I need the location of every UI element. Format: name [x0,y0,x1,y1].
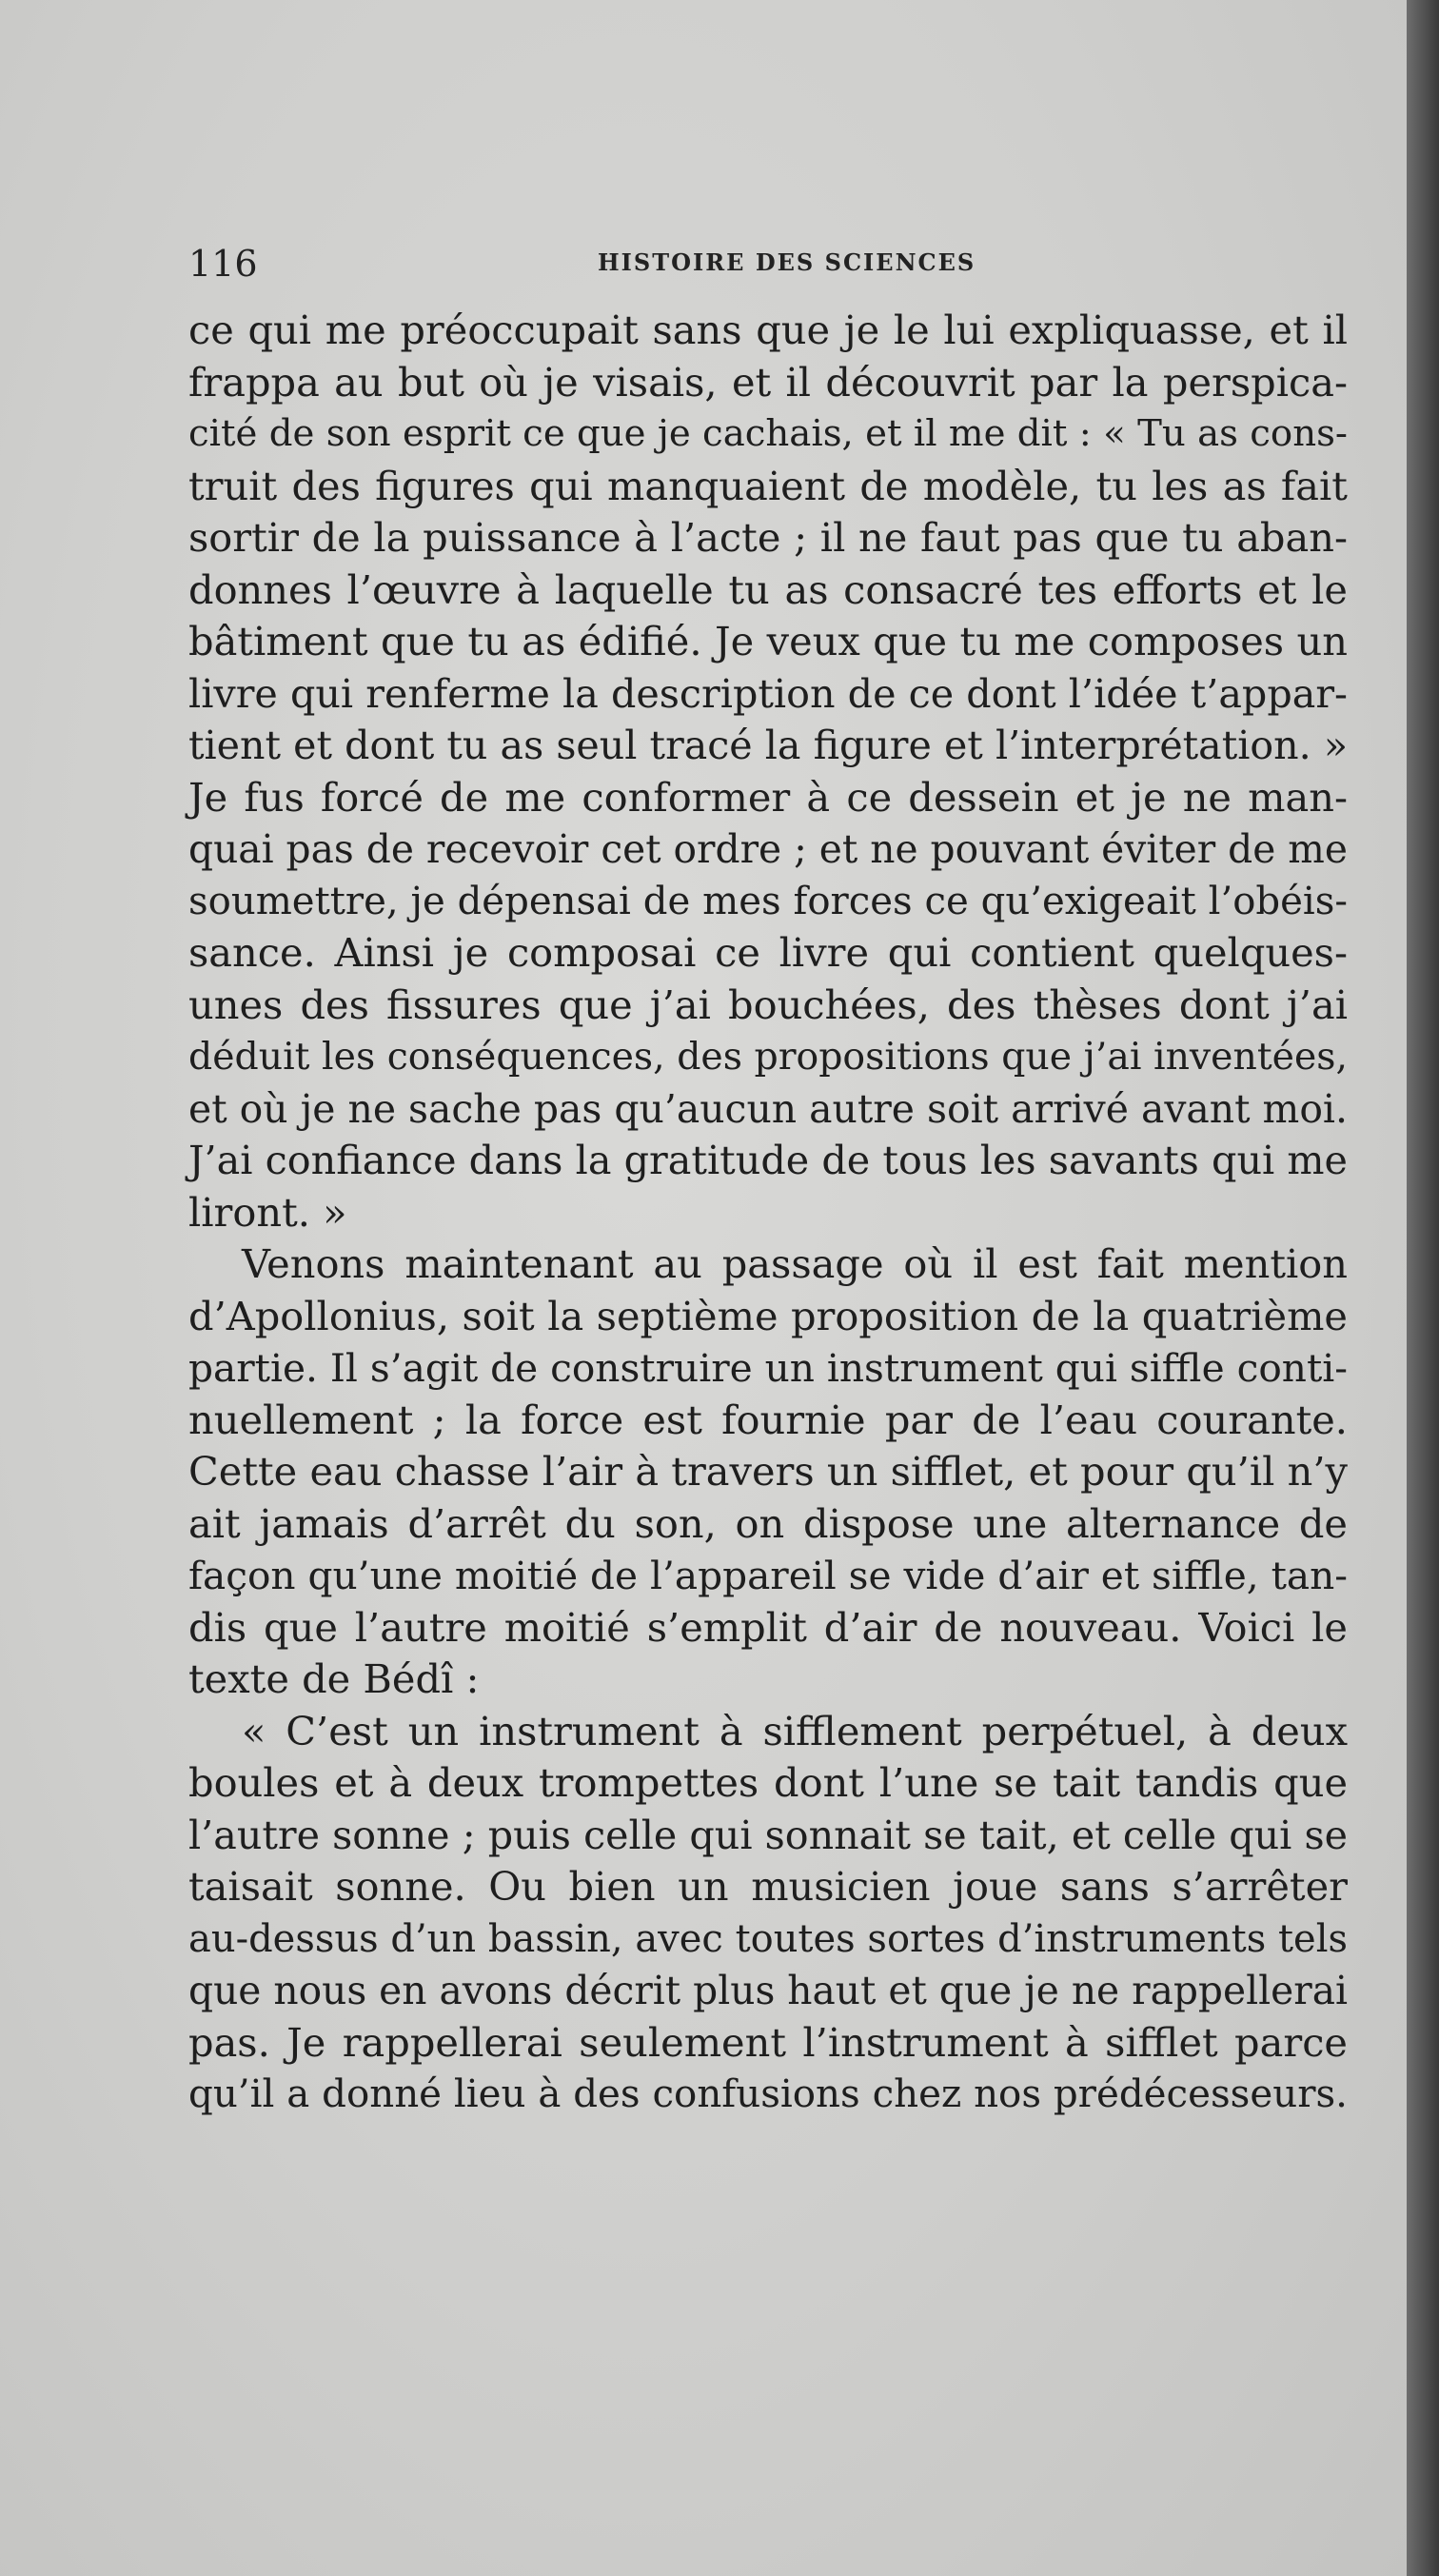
text-line: déduit les conséquences, des propositions que j’ai inventées, [188,1035,1348,1079]
body-text [188,305,1348,2121]
text-line: truit des figures qui manquaient de modèle, tu les as fait [188,462,1348,509]
text-line: façon qu’une moitié de l’appareil se vide d’air et siffle, tan- [188,1553,1348,1598]
text-line: unes des fissures que j’ai bouchées, des thèses dont j’ai [188,981,1348,1028]
text-line: J’ai confiance dans la gratitude de tous les savants qui me [188,1138,1348,1183]
running-head: HISTOIRE DES SCIENCES [598,248,976,276]
page-number: 116 [188,243,258,285]
text-line: sortir de la puissance à l’acte ; il ne faut pas que tu aban- [188,514,1348,561]
page-header [188,243,1340,290]
text-line: ait jamais d’arrêt du son, on dispose une alternance de [188,1499,1348,1547]
text-line: soumettre, je dépensai de mes forces ce qu’exigeait l’obéis- [188,879,1348,923]
text-line: quai pas de recevoir cet ordre ; et ne pouvant éviter de me [188,826,1348,872]
text-line: sance. Ainsi je composai ce livre qui contient quelques- [188,929,1348,976]
text-line: pas. Je rappellerai seulement l’instrument à sifflet parce [188,2018,1348,2066]
text-line: « C’est un instrument à sifflement perpétuel, à deux [242,1707,1348,1754]
text-line: Cette eau chasse l’air à travers un sifflet, et pour qu’il n’y [188,1448,1348,1495]
text-line: qu’il a donné lieu à des confusions chez nos prédécesseurs. [188,2071,1348,2116]
page-edge-shadow [1407,0,1439,2576]
text-line: dis que l’autre moitié s’emplit d’air de nouveau. Voici le [188,1603,1348,1651]
text-line: au-dessus d’un bassin, avec toutes sortes d’instruments tels [188,1916,1348,1961]
text-line: livre qui renferme la description de ce dont l’idée t’appar- [188,670,1348,717]
text-line: et où je ne sache pas qu’aucun autre soit arrivé avant moi. [188,1085,1348,1132]
text-line: texte de Bédî : [188,1655,480,1702]
text-line: cité de son esprit ce que je cachais, et il me dit : « Tu as cons- [188,412,1348,455]
text-line: Venons maintenant au passage où il est fait mention [242,1240,1348,1287]
text-line: liront. » [188,1188,347,1236]
text-line: bâtiment que tu as édifié. Je veux que tu me composes un [188,618,1348,664]
text-line: boules et à deux trompettes dont l’une se tait tandis que [188,1759,1348,1806]
text-line: tient et dont tu as seul tracé la figure et l’interprétation. » [188,723,1348,768]
text-line: ce qui me préoccupait sans que je le lui expliquasse, et il [188,307,1348,353]
text-line: d’Apollonius, soit la septième proposition de la quatrième [188,1292,1348,1339]
text-line: partie. Il s’agit de construire un instrument qui siffle conti- [188,1345,1348,1391]
text-line: donnes l’œuvre à laquelle tu as consacré tes efforts et le [188,565,1348,613]
text-line: que nous en avons décrit plus haut et que je ne rappellerai [188,1968,1348,2013]
text-line: Je fus forcé de me conformer à ce dessein et je ne man- [188,773,1348,821]
text-line: taisait sonne. Ou bien un musicien joue sans s’arrêter [188,1863,1348,1910]
text-line: nuellement ; la force est fournie par de l’eau courante. [188,1396,1348,1443]
text-line: frappa au but où je visais, et il découvrit par la perspica- [188,358,1348,406]
text-line: l’autre sonne ; puis celle qui sonnait se tait, et celle qui se [188,1812,1348,1858]
